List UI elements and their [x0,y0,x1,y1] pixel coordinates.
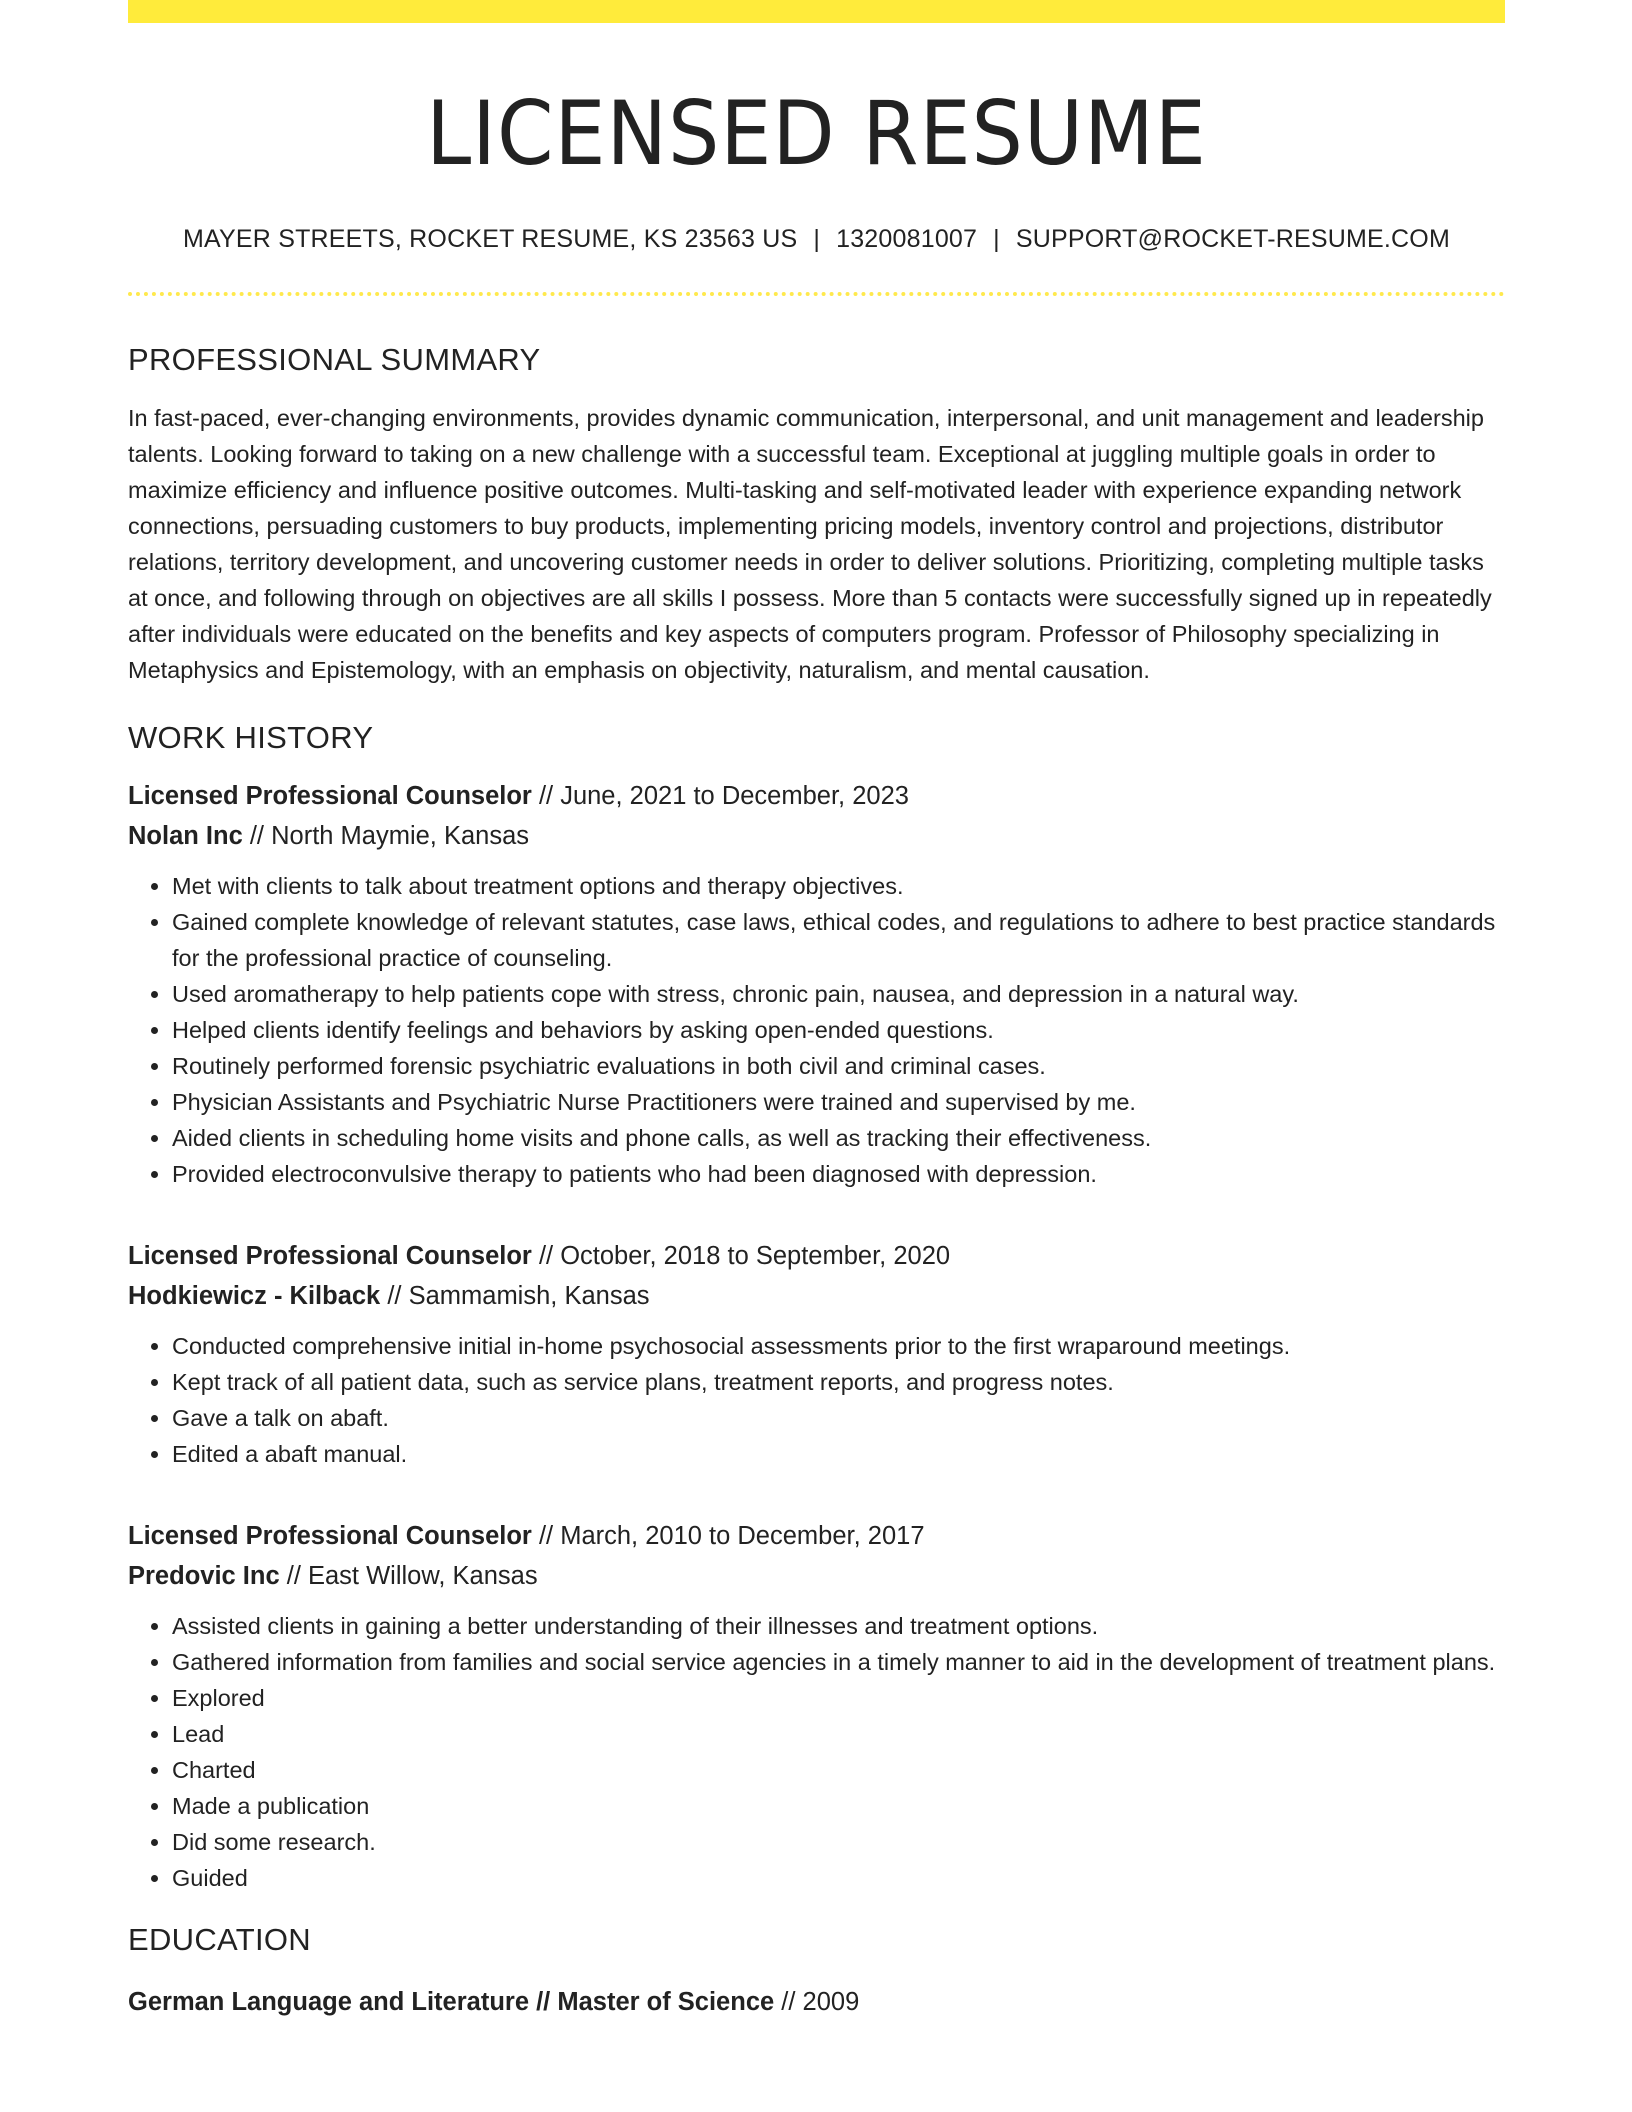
job-bullet: • Charted [172,1752,1505,1788]
job-bullet: • Made a publication [172,1788,1505,1824]
job-bullet: • Gained complete knowledge of relevant statutes, case laws, ethical codes, and regulations to adhere to best practice standards for the professional practice of counseling. [172,904,1505,976]
job-entry [128,1516,1505,1896]
job-title-line [128,776,1505,816]
education-title: EDUCATION [128,1921,311,1957]
job-bullet: • Explored [172,1680,1505,1716]
contact-address: MAYER STREETS, ROCKET RESUME, KS 23563 US [183,224,798,253]
job-bullet: • Edited a abaft manual. [172,1436,1505,1472]
summary-text: In fast-paced, ever-changing environments, provides dynamic communication, interpersonal, and unit management and leadership talents. Looking forward to taking on a new challenge with a successful team. Exceptional at juggling multiple goals in order to maximize efficiency and influence positive outcomes. Multi-tasking and self-motivated leader with experience expanding network connections, persuading customers to buy products, implementing pricing models, inventory control and projections, distributor relations, territory development, and uncovering customer needs in order to deliver solutions. Prioritizing, completing multiple tasks at once, and following through on objectives are all skills I possess. More than 5 contacts were successfully signed up in repeatedly after individuals were educated on the benefits and key aspects of computers program. Professor of Philosophy specializing in Metaphysics and Epistemology, with an emphasis on objectivity, naturalism, and mental causation. [128,404,1492,683]
resume-page [128,0,1505,2022]
job-dates: // October, 2018 to September, 2020 [531,1241,951,1270]
job-bullet: • Helped clients identify feelings and behaviors by asking open-ended questions. [172,1012,1505,1048]
job-role: Licensed Professional Counselor [128,1521,532,1550]
job-dates: // March, 2010 to December, 2017 [531,1521,925,1550]
job-company-line [128,1556,1505,1596]
job-company: Predovic Inc [128,1561,280,1590]
job-bullet: • Did some research. [172,1824,1505,1860]
job-role: Licensed Professional Counselor [128,1241,532,1270]
job-entry [128,1236,1505,1472]
contact-line [128,225,1505,254]
job-entry [128,776,1505,1192]
contact-separator: | [813,224,821,253]
job-bullet: • Lead [172,1716,1505,1752]
job-bullet: • Assisted clients in gaining a better understanding of their illnesses and treatment options. [172,1608,1505,1644]
job-company-line [128,1276,1505,1316]
education-entry [128,1982,1505,2022]
job-location: // North Maymie, Kansas [242,821,530,850]
job-bullets [128,868,1505,1192]
job-bullet: • Routinely performed forensic psychiatric evaluations in both civil and criminal cases. [172,1048,1505,1084]
job-title-line [128,1236,1505,1276]
contact-separator: | [993,224,1000,253]
job-bullet: • Physician Assistants and Psychiatric Nurse Practitioners were trained and supervised by me. [172,1084,1505,1120]
job-bullet: • Met with clients to talk about treatment options and therapy objectives. [172,868,1505,904]
job-location: // Sammamish, Kansas [380,1281,650,1310]
job-company-line [128,816,1505,856]
job-bullets [128,1608,1505,1896]
contact-phone: 1320081007 [836,224,978,253]
education-degree: German Language and Literature // Master of Science [128,1987,775,2016]
job-bullet: • Used aromatherapy to help patients cope with stress, chronic pain, nausea, and depression in a natural way. [172,976,1505,1012]
work-history-title: WORK HISTORY [128,719,374,755]
job-bullet: • Kept track of all patient data, such as service plans, treatment reports, and progress notes. [172,1364,1505,1400]
job-bullet: • Gathered information from families and social service agencies in a timely manner to aid in the development of treatment plans. [172,1644,1505,1680]
job-bullet: • Gave a talk on abaft. [172,1400,1505,1436]
job-bullet: • Aided clients in scheduling home visits and phone calls, as well as tracking their effectiveness. [172,1120,1505,1156]
top-accent-bar [128,0,1505,23]
job-bullet: • Conducted comprehensive initial in-home psychosocial assessments prior to the first wraparound meetings. [172,1328,1505,1364]
resume-name: LICENSED RESUME [426,82,1207,185]
job-role: Licensed Professional Counselor [128,781,532,810]
job-title-line [128,1516,1505,1556]
summary-title: PROFESSIONAL SUMMARY [128,341,541,377]
job-company: Nolan Inc [128,821,243,850]
header-divider [128,292,1505,296]
contact-email: SUPPORT@ROCKET-RESUME.COM [1015,224,1450,253]
job-bullet: • Guided [172,1860,1505,1896]
job-bullet: • Provided electroconvulsive therapy to patients who had been diagnosed with depression. [172,1156,1505,1192]
job-bullets [128,1328,1505,1472]
education-year: // 2009 [774,1987,860,2016]
job-company: Hodkiewicz - Kilback [128,1281,381,1310]
job-dates: // June, 2021 to December, 2023 [531,781,909,810]
job-location: // East Willow, Kansas [279,1561,538,1590]
